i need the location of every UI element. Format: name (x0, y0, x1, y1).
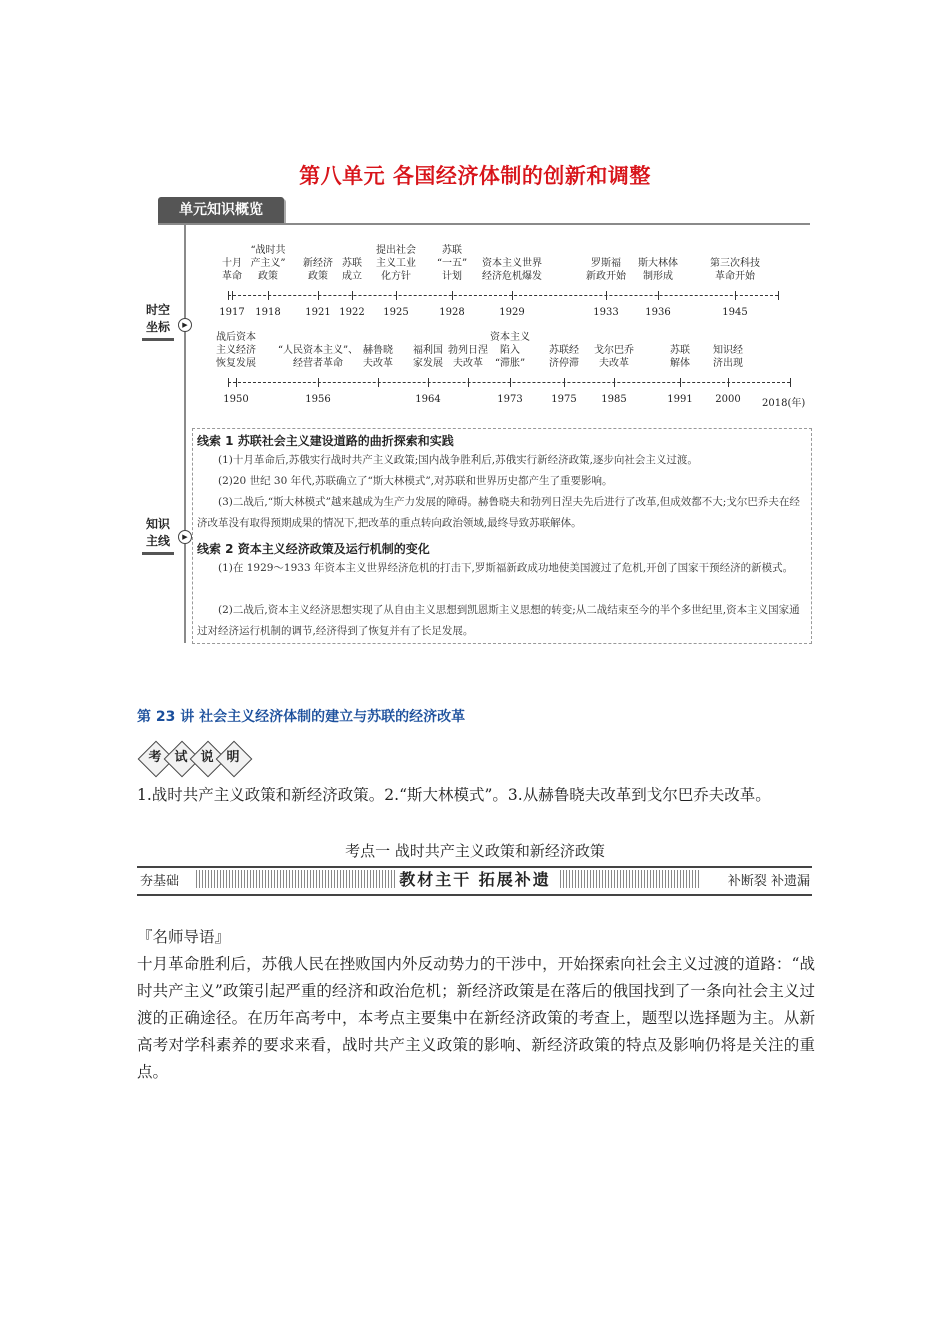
timeline-year: 1985 (601, 394, 627, 405)
timeline-event-label: 知识经 济出现 (713, 345, 743, 369)
thread-1-paragraph-3: (3)二战后,“斯大林模式”越来越成为生产力发展的障碍。赫鲁晓夫和勃列日涅夫先后进行了改革,但成效都不大;戈尔巴乔夫在经济改革没有取得预期成果的情况下,把改革的重点转向政治领域,最终导致苏联解体。 (197, 496, 800, 529)
timeline-event-label: 新经济 政策 (303, 258, 333, 282)
timeline-label-line1: 时空 (146, 303, 171, 317)
timeline-tick (352, 291, 353, 300)
thread-2-paragraph-2: (2)二战后,资本主义经济思想实现了从自由主义思想到凯恩斯主义思想的转变;从二战结束至今的半个多世纪里,资本主义国家通过对经济运行机制的调节,经济得到了恢复并有了长足发展。 (197, 604, 800, 637)
timeline-year: 2000 (715, 394, 741, 405)
timeline-tick (735, 291, 736, 300)
timeline-event-label: 苏联 “一五” 计划 (436, 245, 468, 282)
timeline-event-label: 十月 革命 (222, 258, 242, 282)
overview-divider (158, 223, 810, 225)
timeline-event-label: 资本主义 陷入 “滞胀” (490, 332, 530, 369)
timeline-tick (396, 291, 397, 300)
exam-badge-char: 明 (226, 750, 240, 765)
timeline-tick (778, 291, 779, 300)
timeline-year: 1922 (339, 307, 365, 318)
timeline-tick (452, 291, 453, 300)
exam-badge-char: 考 (148, 750, 162, 765)
timeline-year: 1918 (255, 307, 281, 318)
timeline-event-label: 苏联经 济停滞 (549, 345, 579, 369)
timeline-year: 1921 (305, 307, 331, 318)
kaodian-title: 考点一 战时共产主义政策和新经济政策 (345, 842, 605, 860)
timeline-event-label: 斯大林体 制形成 (638, 258, 678, 282)
timeline-label-line2: 坐标 (146, 320, 171, 334)
timeline-year: 1964 (415, 394, 441, 405)
timeline-tick (510, 378, 511, 387)
thread-2-title: 线索 2 资本主义经济政策及运行机制的变化 (197, 542, 430, 556)
timeline-tick (228, 291, 229, 300)
knowledge-play-icon: ▶ (178, 530, 192, 544)
timeline-year: 1956 (305, 394, 331, 405)
timeline-event-label: 戈尔巴乔 夫改革 (594, 345, 634, 369)
timeline-year: 1933 (593, 307, 619, 318)
timeline-event-label: 苏联 成立 (342, 258, 362, 282)
timeline-event-label: 福利国 家发展 (413, 345, 443, 369)
timeline-play-icon: ▶ (178, 318, 192, 332)
timeline-year: 1991 (667, 394, 693, 405)
overview-vertical-line (184, 225, 186, 643)
thread-2-paragraph-1: (1)在 1929～1933 年资本主义世界经济危机的打击下,罗斯福新政成功地使美国渡过了危机,开创了国家干预经济的新模式。 (218, 562, 794, 574)
exam-badge-char: 试 (174, 750, 188, 765)
exam-badge-char: 说 (200, 750, 214, 765)
timeline-year: 1929 (499, 307, 525, 318)
timeline-year: 1945 (722, 307, 748, 318)
timeline-year: 1936 (645, 307, 671, 318)
timeline-event-label: “人民资本主义”、 经营者革命 (277, 345, 359, 369)
timeline-tick (606, 291, 607, 300)
overview-tab: 单元知识概览 (158, 197, 284, 223)
timeline-tick (236, 378, 237, 387)
knowledge-label-underline (142, 552, 174, 555)
bar-right-label: 补断裂 补遗漏 (727, 874, 810, 889)
timeline-year: 1928 (439, 307, 465, 318)
timeline-tick (512, 291, 513, 300)
timeline-event-label: 第三次科技 革命开始 (710, 258, 760, 282)
timeline-year: 1950 (223, 394, 249, 405)
timeline-event-label: 赫鲁晓 夫改革 (363, 345, 393, 369)
timeline-tick (378, 378, 379, 387)
thread-1-paragraph-1: (1)十月革命后,苏俄实行战时共产主义政策;国内战争胜利后,苏俄实行新经济政策,逐步向社会主义过渡。 (218, 454, 698, 466)
bar-left-label: 夯基础 (140, 874, 180, 889)
timeline-tick (680, 378, 681, 387)
timeline-tick (468, 378, 469, 387)
thread-1-title: 线索 1 苏联社会主义建设道路的曲折探索和实践 (197, 434, 454, 448)
timeline-tick (564, 378, 565, 387)
guide-text: 十月革命胜利后，苏俄人民在挫败国内外反动势力的干涉中，开始探索向社会主义过渡的道路：“战时共产主义”政策引起严重的经济和政治危机；新经济政策是在落后的俄国找到了一条向社会主义过渡的正确途径。在历年高考中，本考点主要集中在新经济政策的考查上，题型以选择题为主。从新高考对学科素养的要求来看，战时共产主义政策的影响、新经济政策的特点及影响仍将是关注的重点。 (137, 955, 815, 1081)
timeline-event-label: 战后资本 主义经济 恢复发展 (216, 332, 256, 369)
timeline-tick (228, 378, 229, 387)
timeline-label-underline (142, 338, 174, 341)
timeline-event-label: 提出社会 主义工业 化方针 (376, 245, 416, 282)
lecture-title: 第 23 讲 社会主义经济体制的建立与苏联的经济改革 (137, 709, 466, 725)
guide-heading: 『名师导语』 (137, 928, 231, 946)
exam-requirements: 1.战时共产主义政策和新经济政策。2.“斯大林模式”。3.从赫鲁晓夫改革到戈尔巴乔夫改革。 (137, 786, 771, 804)
timeline-tick (428, 378, 429, 387)
timeline-tick (268, 291, 269, 300)
knowledge-side-label (146, 516, 170, 550)
timeline-axis (228, 295, 778, 296)
timeline-axis (228, 382, 790, 383)
timeline-tick (318, 291, 319, 300)
timeline-event-label: 罗斯福 新政开始 (586, 258, 626, 282)
bar-center-label: 教材主干 拓展补遗 (399, 870, 551, 889)
timeline-event-label: 勃列日涅 夫改革 (448, 345, 488, 369)
timeline-year: 1973 (497, 394, 523, 405)
timeline-tick (790, 378, 791, 387)
timeline-event-label: 资本主义世界 经济危机爆发 (482, 258, 542, 282)
exam-badge (140, 743, 252, 773)
thread-1-paragraph-2: (2)20 世纪 30 年代,苏联确立了“斯大林模式”,对苏联和世界历史都产生了重要影响。 (218, 475, 613, 487)
timeline-end-year: 2018(年) (762, 398, 806, 409)
timeline-tick (658, 291, 659, 300)
timeline-year: 1975 (551, 394, 577, 405)
timeline-event-label: 苏联 解体 (670, 345, 690, 369)
timeline-side-label (146, 302, 170, 336)
timeline-tick (614, 378, 615, 387)
knowledge-label-line1: 知识 (146, 517, 171, 531)
unit-title: 第八单元 各国经济体制的创新和调整 (299, 164, 651, 188)
knowledge-label-line2: 主线 (146, 534, 171, 548)
timeline-year: 1925 (383, 307, 409, 318)
timeline-year: 1917 (219, 307, 245, 318)
timeline-tick (232, 291, 233, 300)
timeline-event-label: “战时共 产主义” 政策 (250, 245, 286, 282)
timeline-tick (728, 378, 729, 387)
timeline-tick (318, 378, 319, 387)
